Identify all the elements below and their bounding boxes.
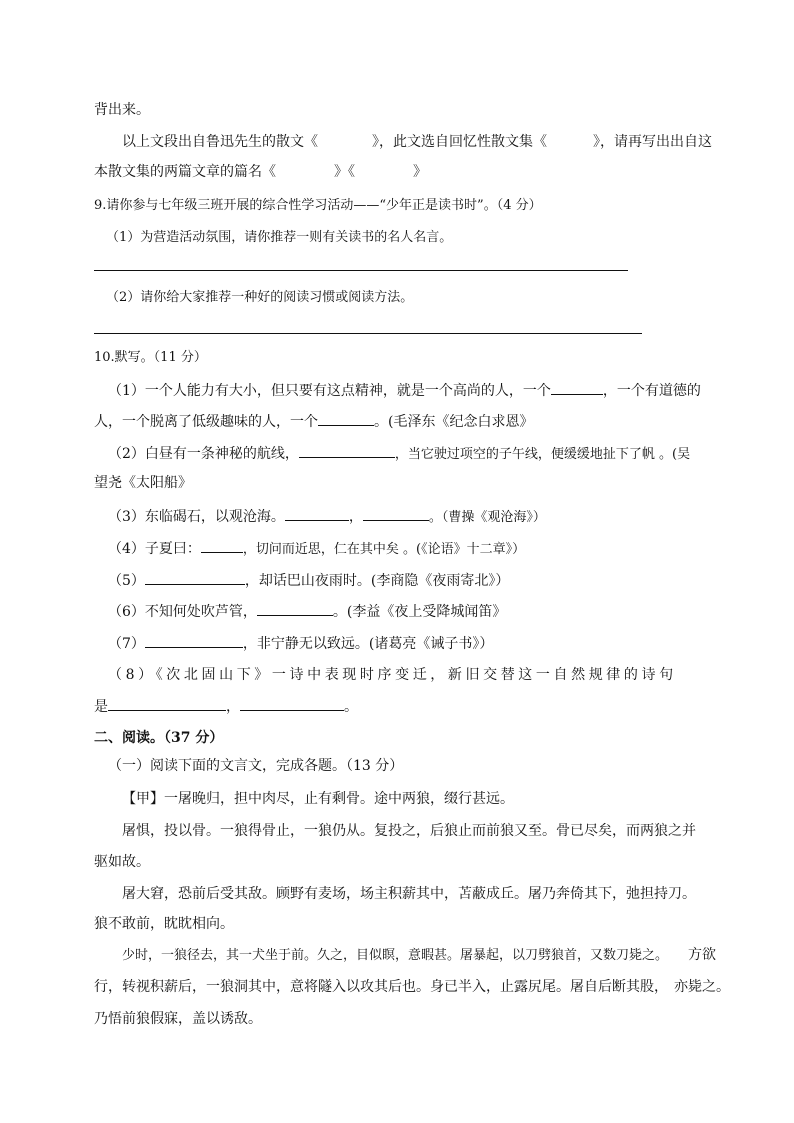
passage-paragraph-cont: 乃悟前狼假寐，盖以诱敌。	[94, 1011, 262, 1027]
question-10-item-3: （3）东临碣石，以观沧海。 ， 。（曹操《观沧海》）	[108, 506, 546, 528]
question-10-item-8-cont: 是 ， 。	[94, 696, 358, 717]
question-10-item-4: （4）子夏曰： ，切问而近思，仁在其中矣 。(《论语》十二章》）	[108, 538, 525, 560]
question-9-title: 9.请你参与七年级三班开展的综合性学习活动——“少年正是读书时”。（4 分）	[94, 198, 542, 213]
passage-paragraph: 少时，一狼径去，其一犬坐于前。久之，目似瞑，意暇甚。屠暴起，以刀劈狼首，又数刀毙之。 方欲	[122, 947, 717, 963]
section-2-heading: 二、阅读。（37 分）	[94, 730, 224, 746]
question-10-title: 10.默写。（11 分）	[94, 350, 207, 365]
blank-field[interactable]	[363, 506, 429, 521]
question-9-part-1: （1）为营造活动氛围，请你推荐一则有关读书的名人名言。	[106, 230, 453, 245]
blank-field[interactable]	[201, 538, 243, 553]
text-line: 背出来。	[94, 102, 150, 118]
question-10-item-5: （5） ，却话巴山夜雨时。(李商隐《夜雨寄北》）	[108, 570, 509, 591]
answer-line[interactable]	[94, 333, 642, 334]
blank-field[interactable]	[318, 411, 374, 426]
blank-field[interactable]	[240, 696, 344, 711]
question-10-item-2-cont: 望尧《太阳船》	[94, 475, 192, 491]
passage-paragraph-cont: 行，转视积薪后，一狼洞其中，意将隧入以攻其后也。身已半入，止露尻尾。屠自后断其股， 亦毙之。	[94, 979, 730, 995]
blank-field[interactable]	[145, 633, 243, 648]
question-10-item-2: （2）白昼有一条神秘的航线， ，当它驶过项空的子午线，便缓缓地扯下了帆 。(吴	[108, 443, 690, 465]
question-10-item-8: （8）《次北固山下》一诗中表现时序变迁，新旧交替这一自然规律的诗句	[108, 667, 677, 683]
question-8-line: 本散文集的两篇文章的篇名《 》《 》	[94, 164, 427, 180]
blank-field[interactable]	[145, 570, 245, 585]
answer-line[interactable]	[94, 270, 628, 271]
subsection-heading: （一）阅读下面的文言文，完成各题。（13 分）	[108, 758, 404, 774]
question-10-item-6: （6）不知何处吹芦管， 。(李益《夜上受降城闻笛》	[108, 601, 506, 622]
blank-field[interactable]	[551, 380, 603, 395]
question-10-item-1: （1）一个人能力有大小，但只要有这点精神，就是一个高尚的人，一个 ，一个有道德的	[108, 380, 701, 401]
passage-paragraph-cont: 驱如故。	[94, 854, 150, 870]
blank-field[interactable]	[299, 443, 395, 458]
question-8-line: 以上文段出自鲁迅先生的散文《 》，此文选自回忆性散文集《 》，请再写出出自这	[122, 134, 712, 150]
passage-paragraph: 屠大窘，恐前后受其敌。顾野有麦场，场主积薪其中，苫蔽成丘。屠乃奔倚其下，弛担持刀。	[122, 886, 696, 902]
blank-field[interactable]	[108, 696, 226, 711]
question-10-item-7: （7） ，非宁静无以致远。(诸葛亮《诫子书》）	[108, 633, 493, 654]
passage-paragraph: 【甲】一屠晚归，担中肉尽，止有剩骨。途中两狼，缀行甚远。	[122, 791, 514, 807]
blank-field[interactable]	[285, 506, 349, 521]
question-10-item-1-cont: 人，一个脱离了低级趣味的人，一个 。(毛泽东《纪念白求恩》	[94, 411, 533, 432]
passage-paragraph-cont: 狼不敢前，眈眈相向。	[94, 916, 234, 932]
blank-field[interactable]	[257, 601, 333, 616]
passage-paragraph: 屠惧，投以骨。一狼得骨止，一狼仍从。复投之，后狼止而前狼又至。骨已尽矣，而两狼之并	[122, 823, 696, 839]
question-9-part-2: （2）请你给大家推荐一种好的阅读习惯或阅读方法。	[106, 290, 414, 305]
